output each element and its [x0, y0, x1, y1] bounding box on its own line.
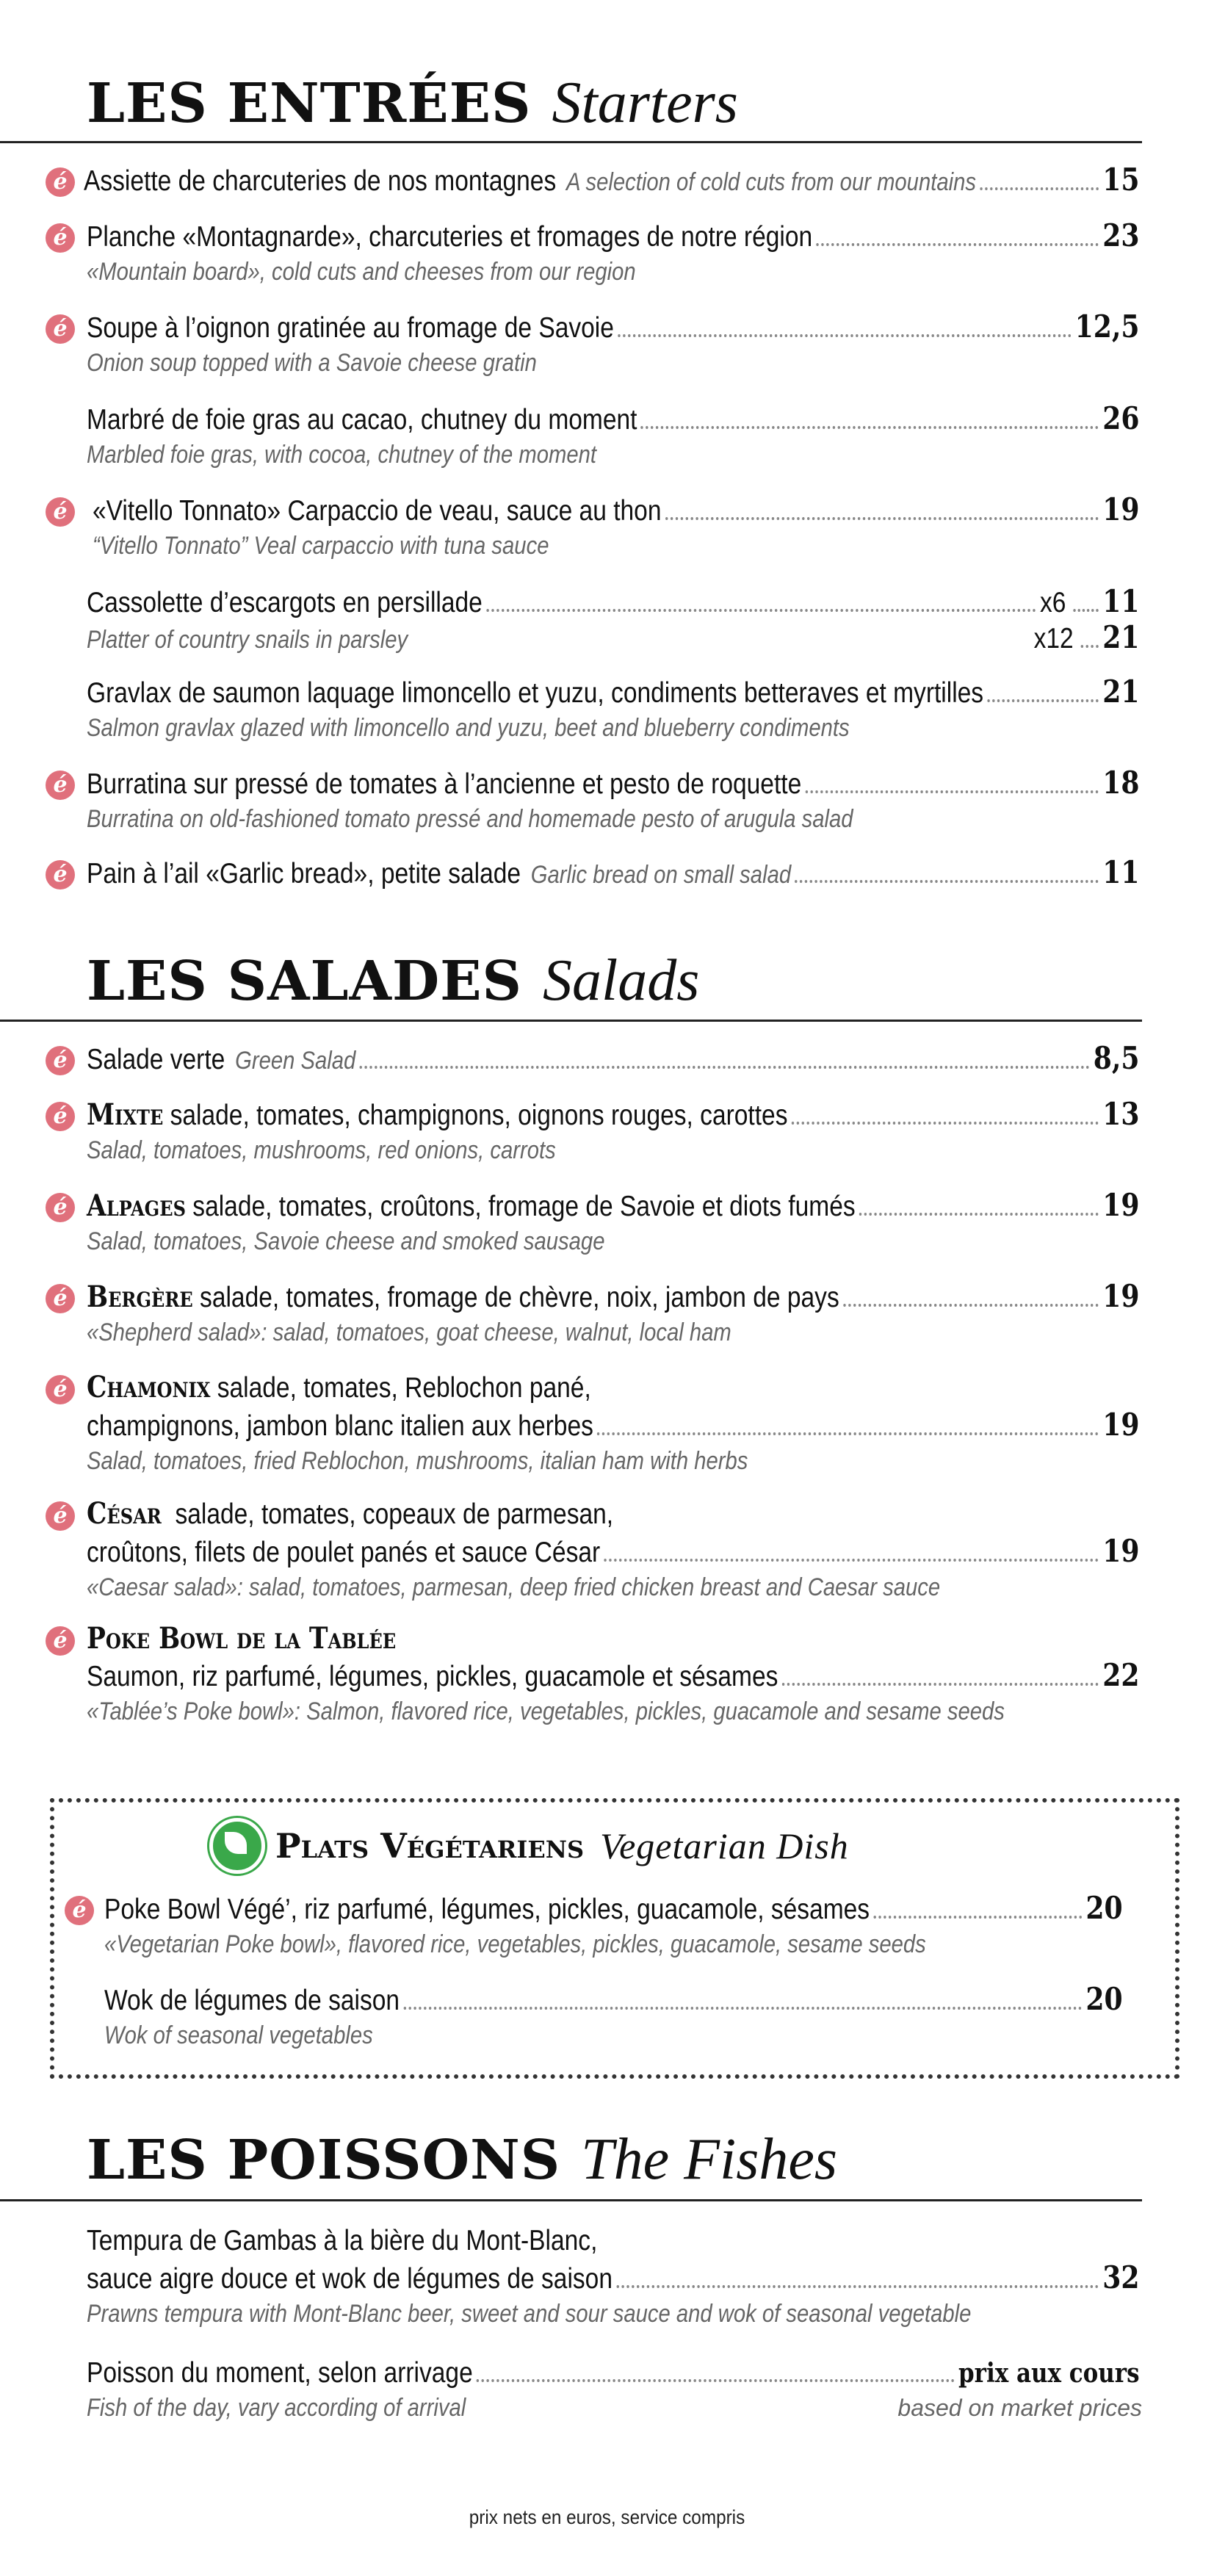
menu-item: Pain à l’ail «Garlic bread», petite salade Garlic bread on small salad 11: [87, 854, 1140, 890]
section-rule: [0, 2199, 1142, 2201]
leaf-icon: [209, 1818, 265, 1874]
menu-item: Mixte salade, tomates, champignons, oignons rouges, carottes 13 Salad, tomatoes, mushrooms, red onions, carrots: [87, 1096, 1140, 1164]
section-title-starters: LES ENTRÉES Starters: [87, 71, 738, 135]
menu-item: Burratina sur pressé de tomates à l’ancienne et pesto de roquette 18 Burratina on old-fashioned tomato pressé and homemade pesto of arugula salad: [87, 765, 1140, 833]
menu-item: Gravlax de saumon laquage limoncello et yuzu, condiments betteraves et myrtilles 21 Salmon gravlax glazed with limoncello and yuzu, beet and blueberry condiments: [87, 674, 1140, 742]
menu-item: Poke Bowl de la Tablée Saumon, riz parfumé, légumes, pickles, guacamole et sésames 22 «Tablée’s Poke bowl»: Salmon, flavored rice, vegetables, pickles, guacamole and sesame seeds: [87, 1621, 1140, 1725]
menu-item: «Vitello Tonnato» Carpaccio de veau, sauce au thon 19 “Vitello Tonnato” Veal carpaccio with tuna sauce: [93, 491, 1140, 560]
section-title-salads: LES SALADES Salads: [87, 948, 700, 1013]
epicerie-icon: é: [46, 1193, 75, 1222]
menu-item: Tempura de Gambas à la bière du Mont-Blanc, sauce aigre douce et wok de légumes de saison 32 Prawns tempura with Mont-Blanc beer, sweet and sour sauce and wok of seasonal vegetable: [87, 2225, 1140, 2328]
section-title-fishes: LES POISSONS The Fishes: [87, 2127, 838, 2192]
menu-item: Marbré de foie gras au cacao, chutney du moment 26 Marbled foie gras, with cocoa, chutney of the moment: [87, 400, 1140, 469]
epicerie-icon: é: [46, 314, 75, 344]
menu-item: Alpages salade, tomates, croûtons, fromage de Savoie et diots fumés 19 Salad, tomatoes, Savoie cheese and smoked sausage: [87, 1187, 1140, 1255]
epicerie-icon: é: [46, 860, 75, 890]
epicerie-icon: é: [46, 167, 75, 197]
epicerie-icon: é: [46, 497, 75, 527]
menu-item: Bergère salade, tomates, fromage de chèvre, noix, jambon de pays 19 «Shepherd salad»: salad, tomatoes, goat cheese, walnut, local ham: [87, 1278, 1140, 1346]
epicerie-icon: é: [46, 1284, 75, 1313]
menu-item: Planche «Montagnarde», charcuteries et fromages de notre région 23 «Mountain board», cold cuts and cheeses from our region: [87, 217, 1140, 286]
epicerie-icon: é: [46, 771, 75, 800]
epicerie-icon: é: [46, 1375, 75, 1404]
menu-item: Assiette de charcuteries de nos montagnes A selection of cold cuts from our mountains 15: [84, 162, 1140, 198]
epicerie-icon: é: [46, 1626, 75, 1656]
menu-item: Poisson du moment, selon arrivage prix aux cours Fish of the day, vary according of arrival based on market prices: [87, 2357, 1142, 2422]
menu-item: Poke Bowl Végé’, riz parfumé, légumes, pickles, guacamole, sésames 20 «Vegetarian Poke bowl», flavored rice, vegetables, pickles, guacamole, sesame seeds: [104, 1890, 1123, 1958]
menu-item: Salade verte Green Salad 8,5: [87, 1040, 1140, 1076]
epicerie-icon: é: [46, 1046, 75, 1075]
menu-item: Soupe à l’oignon gratinée au fromage de Savoie 12,5 Onion soup topped with a Savoie cheese gratin: [87, 309, 1140, 377]
epicerie-icon: é: [46, 1501, 75, 1531]
section-rule: [0, 141, 1142, 143]
menu-item: Chamonix salade, tomates, Reblochon pané, champignons, jambon blanc italien aux herbes 19 Salad, tomatoes, fried Reblochon, mushrooms, italian ham with herbs: [87, 1370, 1140, 1475]
menu-item: César salade, tomates, copeaux de parmesan, croûtons, filets de poulet panés et sauce César 19 «Caesar salad»: salad, tomatoes, parmesan, deep fried chicken breast and Caesar sauce: [87, 1496, 1140, 1601]
vegetarian-title: Plats Végétariens Vegetarian Dish: [209, 1818, 849, 1874]
footer-note: prix nets en euros, service compris: [469, 2506, 745, 2528]
epicerie-icon: é: [46, 223, 75, 253]
epicerie-icon: é: [65, 1896, 94, 1925]
epicerie-icon: é: [46, 1102, 75, 1131]
menu-item: Cassolette d’escargots en persillade x6 11 Platter of country snails in parsley x12 21: [87, 583, 1140, 655]
menu-item: Wok de légumes de saison 20 Wok of seasonal vegetables: [104, 1981, 1123, 2049]
section-rule: [0, 1020, 1142, 1022]
